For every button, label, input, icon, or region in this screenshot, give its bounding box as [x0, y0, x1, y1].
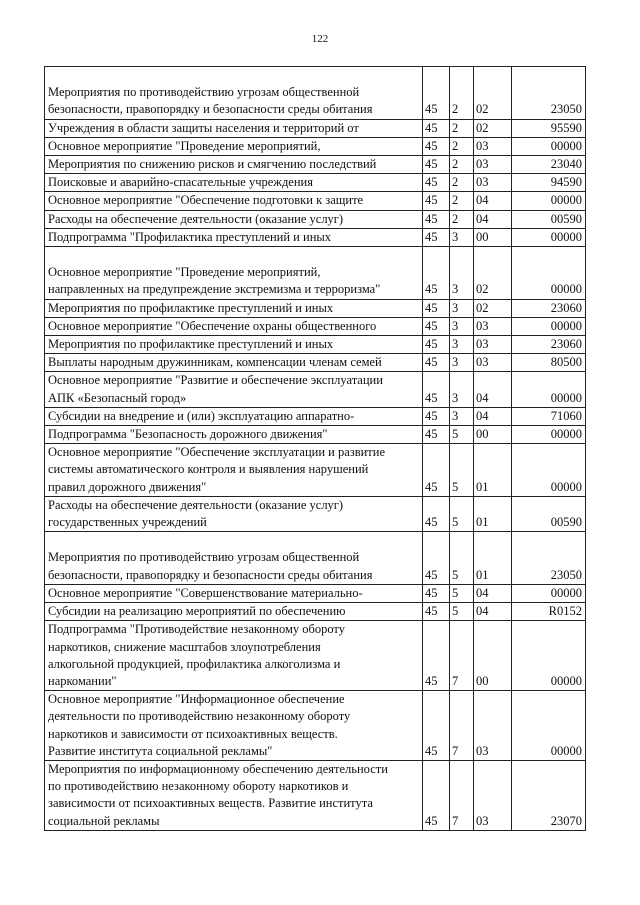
row-col-2-cell: 2	[450, 156, 474, 174]
row-col-3-cell: 03	[474, 156, 512, 174]
row-col-1-cell: 45	[423, 532, 450, 585]
row-col-3-cell: 03	[474, 354, 512, 372]
row-col-2-cell: 5	[450, 584, 474, 602]
table-row	[45, 137, 586, 155]
row-code-cell: 00000	[512, 228, 586, 246]
row-col-3-cell: 00	[474, 426, 512, 444]
row-col-1-cell: 45	[423, 174, 450, 192]
row-col-3-cell: 04	[474, 192, 512, 210]
row-name-cell: Основное мероприятие "Обеспечение охраны общественного	[45, 317, 423, 335]
table-body	[45, 67, 586, 831]
row-code-cell: 94590	[512, 174, 586, 192]
row-code-cell: 23050	[512, 532, 586, 585]
table-row	[45, 584, 586, 602]
row-col-2-cell: 3	[450, 336, 474, 354]
row-col-1-cell: 45	[423, 584, 450, 602]
table-row	[45, 174, 586, 192]
table-row	[45, 354, 586, 372]
table-row	[45, 299, 586, 317]
row-code-cell: 00000	[512, 444, 586, 497]
row-col-1-cell: 45	[423, 336, 450, 354]
row-col-1-cell: 45	[423, 354, 450, 372]
table-row	[45, 228, 586, 246]
row-name-cell: Расходы на обеспечение деятельности (оказание услуг)	[45, 210, 423, 228]
row-col-1-cell: 45	[423, 496, 450, 531]
row-col-1-cell: 45	[423, 444, 450, 497]
row-col-2-cell: 3	[450, 228, 474, 246]
table-row	[45, 247, 586, 300]
row-col-2-cell: 2	[450, 137, 474, 155]
row-name-cell: Мероприятия по профилактике преступлений и иных	[45, 336, 423, 354]
row-col-1-cell: 45	[423, 192, 450, 210]
table-row	[45, 336, 586, 354]
table-row	[45, 621, 586, 691]
row-code-cell: 00000	[512, 426, 586, 444]
row-col-3-cell: 02	[474, 247, 512, 300]
row-code-cell: 00000	[512, 192, 586, 210]
row-name-cell: Расходы на обеспечение деятельности (оказание услуг) государственных учреждений	[45, 496, 423, 531]
table-row	[45, 407, 586, 425]
row-name-cell: Субсидии на внедрение и (или) эксплуатацию аппаратно-	[45, 407, 423, 425]
row-col-1-cell: 45	[423, 621, 450, 691]
row-col-3-cell: 01	[474, 532, 512, 585]
row-code-cell: 23060	[512, 336, 586, 354]
row-name-cell: Учреждения в области защиты населения и территорий от	[45, 119, 423, 137]
row-code-cell: 00000	[512, 584, 586, 602]
table-row	[45, 317, 586, 335]
row-col-3-cell: 02	[474, 119, 512, 137]
row-code-cell: 71060	[512, 407, 586, 425]
row-col-2-cell: 2	[450, 67, 474, 120]
row-code-cell: 00000	[512, 317, 586, 335]
row-name-cell: Основное мероприятие "Развитие и обеспечение эксплуатации АПК «Безопасный город»	[45, 372, 423, 407]
row-col-3-cell: 04	[474, 584, 512, 602]
row-col-1-cell: 45	[423, 317, 450, 335]
row-col-3-cell: 01	[474, 496, 512, 531]
row-col-2-cell: 2	[450, 174, 474, 192]
row-col-1-cell: 45	[423, 137, 450, 155]
row-name-cell: Субсидии на реализацию мероприятий по обеспечению	[45, 603, 423, 621]
row-col-3-cell: 01	[474, 444, 512, 497]
row-name-cell: Основное мероприятие "Проведение мероприятий,	[45, 137, 423, 155]
row-code-cell: 23040	[512, 156, 586, 174]
row-name-cell: Основное мероприятие "Обеспечение эксплуатации и развитие системы автоматического контроля и выявления нарушений правил дорожного движения"	[45, 444, 423, 497]
table-row	[45, 532, 586, 585]
row-col-2-cell: 5	[450, 532, 474, 585]
row-name-cell: Основное мероприятие "Совершенствование материально-	[45, 584, 423, 602]
row-name-cell: Мероприятия по информационному обеспечению деятельности по противодействию незаконному обороту наркотиков и зависимости от психоактивных веществ. Развитие института социальной рекламы	[45, 760, 423, 830]
row-col-2-cell: 3	[450, 317, 474, 335]
row-name-cell: Подпрограмма "Противодействие незаконному обороту наркотиков, снижение масштабов злоупотребления алкогольной продукцией, профилактика алкоголизма и наркомании"	[45, 621, 423, 691]
row-col-1-cell: 45	[423, 760, 450, 830]
row-col-2-cell: 3	[450, 247, 474, 300]
table-row	[45, 426, 586, 444]
row-code-cell: 00590	[512, 210, 586, 228]
row-name-cell: Поисковые и аварийно-спасательные учреждения	[45, 174, 423, 192]
row-code-cell: R0152	[512, 603, 586, 621]
row-col-2-cell: 2	[450, 119, 474, 137]
row-col-2-cell: 3	[450, 407, 474, 425]
row-col-3-cell: 04	[474, 210, 512, 228]
row-code-cell: 23060	[512, 299, 586, 317]
row-col-1-cell: 45	[423, 156, 450, 174]
row-code-cell: 95590	[512, 119, 586, 137]
row-col-3-cell: 03	[474, 336, 512, 354]
row-col-3-cell: 02	[474, 67, 512, 120]
table-row	[45, 691, 586, 761]
page-number: 122	[311, 33, 329, 45]
row-col-1-cell: 45	[423, 247, 450, 300]
row-col-2-cell: 5	[450, 496, 474, 531]
budget-table	[44, 66, 586, 831]
row-code-cell: 00000	[512, 247, 586, 300]
table-row	[45, 210, 586, 228]
row-col-2-cell: 5	[450, 444, 474, 497]
row-code-cell: 00590	[512, 496, 586, 531]
row-name-cell: Мероприятия по противодействию угрозам общественной безопасности, правопорядку и безопасности среды обитания	[45, 67, 423, 120]
row-col-3-cell: 03	[474, 317, 512, 335]
row-col-2-cell: 3	[450, 354, 474, 372]
row-col-2-cell: 3	[450, 372, 474, 407]
row-col-2-cell: 7	[450, 760, 474, 830]
row-name-cell: Основное мероприятие "Обеспечение подготовки к защите	[45, 192, 423, 210]
row-col-1-cell: 45	[423, 426, 450, 444]
row-name-cell: Основное мероприятие "Проведение мероприятий, направленных на предупреждение экстремизма и терроризма"	[45, 247, 423, 300]
row-col-1-cell: 45	[423, 603, 450, 621]
row-col-1-cell: 45	[423, 299, 450, 317]
table-row	[45, 156, 586, 174]
row-col-2-cell: 7	[450, 621, 474, 691]
row-col-1-cell: 45	[423, 407, 450, 425]
row-col-3-cell: 02	[474, 299, 512, 317]
row-name-cell: Мероприятия по профилактике преступлений и иных	[45, 299, 423, 317]
row-col-2-cell: 5	[450, 426, 474, 444]
row-col-3-cell: 00	[474, 621, 512, 691]
row-col-3-cell: 03	[474, 760, 512, 830]
row-code-cell: 00000	[512, 691, 586, 761]
row-col-1-cell: 45	[423, 210, 450, 228]
row-name-cell: Подпрограмма "Безопасность дорожного движения"	[45, 426, 423, 444]
row-code-cell: 23070	[512, 760, 586, 830]
row-name-cell: Выплаты народным дружинникам, компенсации членам семей	[45, 354, 423, 372]
row-name-cell: Подпрограмма "Профилактика преступлений и иных	[45, 228, 423, 246]
row-col-3-cell: 04	[474, 603, 512, 621]
row-col-1-cell: 45	[423, 372, 450, 407]
row-col-3-cell: 03	[474, 174, 512, 192]
table-row	[45, 192, 586, 210]
row-col-1-cell: 45	[423, 691, 450, 761]
row-code-cell: 23050	[512, 67, 586, 120]
table-row	[45, 444, 586, 497]
row-name-cell: Мероприятия по снижению рисков и смягчению последствий	[45, 156, 423, 174]
table-row	[45, 119, 586, 137]
row-col-2-cell: 2	[450, 192, 474, 210]
row-name-cell: Основное мероприятие "Информационное обеспечение деятельности по противодействию незаконному обороту наркотиков и зависимости от психоактивных веществ. Развитие института социальной рекламы"	[45, 691, 423, 761]
row-col-1-cell: 45	[423, 67, 450, 120]
row-col-3-cell: 03	[474, 691, 512, 761]
row-col-1-cell: 45	[423, 228, 450, 246]
row-col-2-cell: 3	[450, 299, 474, 317]
table-row	[45, 760, 586, 830]
row-code-cell: 80500	[512, 354, 586, 372]
table-row	[45, 603, 586, 621]
table-row	[45, 372, 586, 407]
row-col-3-cell: 03	[474, 137, 512, 155]
row-name-cell: Мероприятия по противодействию угрозам общественной безопасности, правопорядку и безопасности среды обитания	[45, 532, 423, 585]
row-code-cell: 00000	[512, 372, 586, 407]
row-col-3-cell: 04	[474, 372, 512, 407]
row-col-2-cell: 7	[450, 691, 474, 761]
row-col-2-cell: 5	[450, 603, 474, 621]
table-row	[45, 496, 586, 531]
row-code-cell: 00000	[512, 621, 586, 691]
row-col-1-cell: 45	[423, 119, 450, 137]
table-row	[45, 67, 586, 120]
row-col-3-cell: 04	[474, 407, 512, 425]
row-col-3-cell: 00	[474, 228, 512, 246]
row-col-2-cell: 2	[450, 210, 474, 228]
row-code-cell: 00000	[512, 137, 586, 155]
